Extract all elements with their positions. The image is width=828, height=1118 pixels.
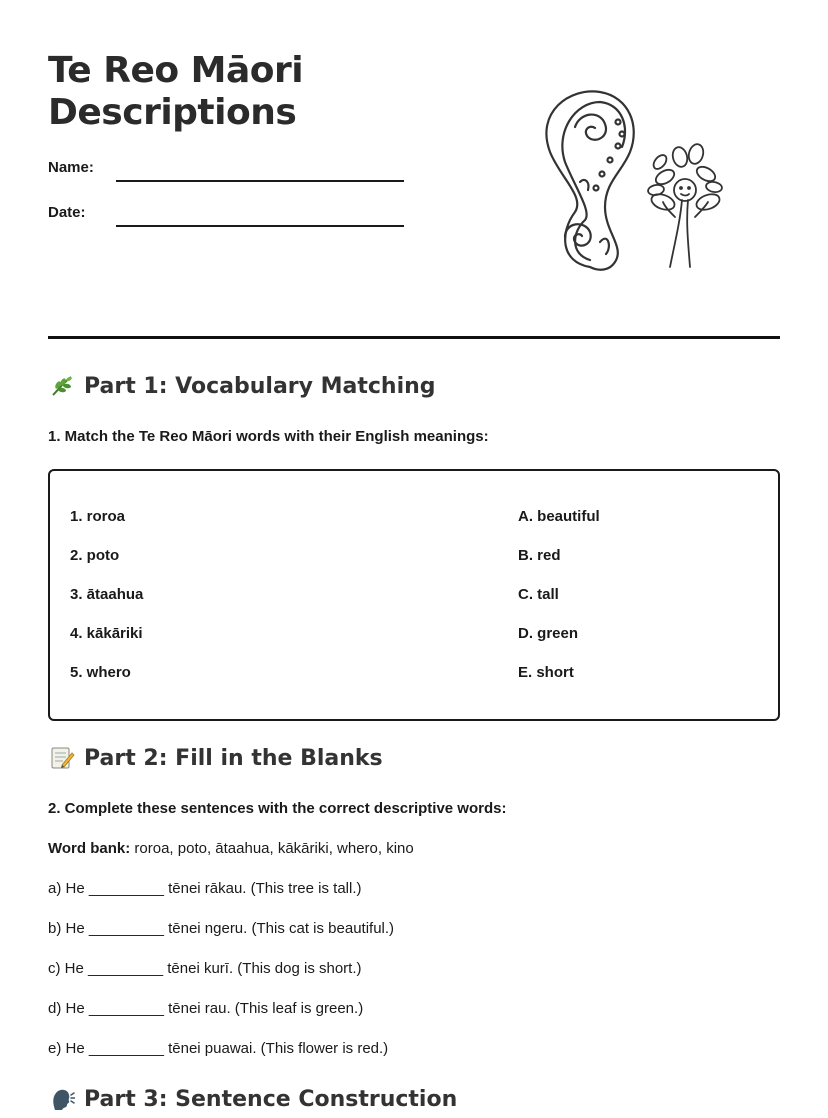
matching-box [48,469,780,721]
date-label: Date: [48,204,86,221]
section-divider [48,336,780,339]
name-field[interactable] [116,180,404,182]
part3-heading [48,1085,457,1113]
page-title [48,50,303,134]
match-word-1: 1. roroa [70,508,126,525]
word-bank-words: roroa, poto, ātaahua, kākāriki, whero, kino [134,840,414,857]
match-word-2: 2. poto [70,547,120,564]
part1-heading-text: Part 1: Vocabulary Matching [84,373,436,399]
match-meaning-b: B. red [518,547,561,564]
leaf-icon [48,372,76,400]
part2-question: 2. Complete these sentences with the correct descriptive words: [48,800,507,817]
title-line-2: Descriptions [48,92,297,133]
memo-icon [48,744,76,772]
part3-heading-text: Part 3: Sentence Construction [84,1086,458,1112]
sentence-d: d) He _________ tēnei rau. (This leaf is green.) [48,1000,364,1017]
part2-heading-text: Part 2: Fill in the Blanks [84,745,383,771]
date-field[interactable] [116,225,404,227]
speaking-head-icon [48,1085,76,1113]
word-bank-label: Word bank: [48,840,131,857]
part1-heading [48,372,436,400]
part1-question: 1. Match the Te Reo Māori words with their English meanings: [48,428,489,445]
tree-icon [670,200,690,267]
sentence-e: e) He _________ tēnei puawai. (This flower is red.) [48,1040,389,1057]
match-word-5: 5. whero [70,664,131,681]
sentence-b: b) He _________ tēnei ngeru. (This cat is beautiful.) [48,920,395,937]
match-meaning-e: E. short [518,664,574,681]
koru-tree-illustration [530,82,740,282]
match-meaning-a: A. beautiful [518,508,600,525]
match-meaning-d: D. green [518,625,579,642]
sentence-c: c) He _________ tēnei kurī. (This dog is short.) [48,960,362,977]
koru-icon [546,91,633,269]
match-word-3: 3. ātaahua [70,586,144,603]
part2-heading [48,744,383,772]
sentence-a: a) He _________ tēnei rākau. (This tree is tall.) [48,880,362,897]
title-line-1: Te Reo Māori [48,50,304,91]
match-meaning-c: C. tall [518,586,559,603]
match-word-4: 4. kākāriki [70,625,143,642]
word-bank [48,840,414,857]
name-label: Name: [48,159,94,176]
